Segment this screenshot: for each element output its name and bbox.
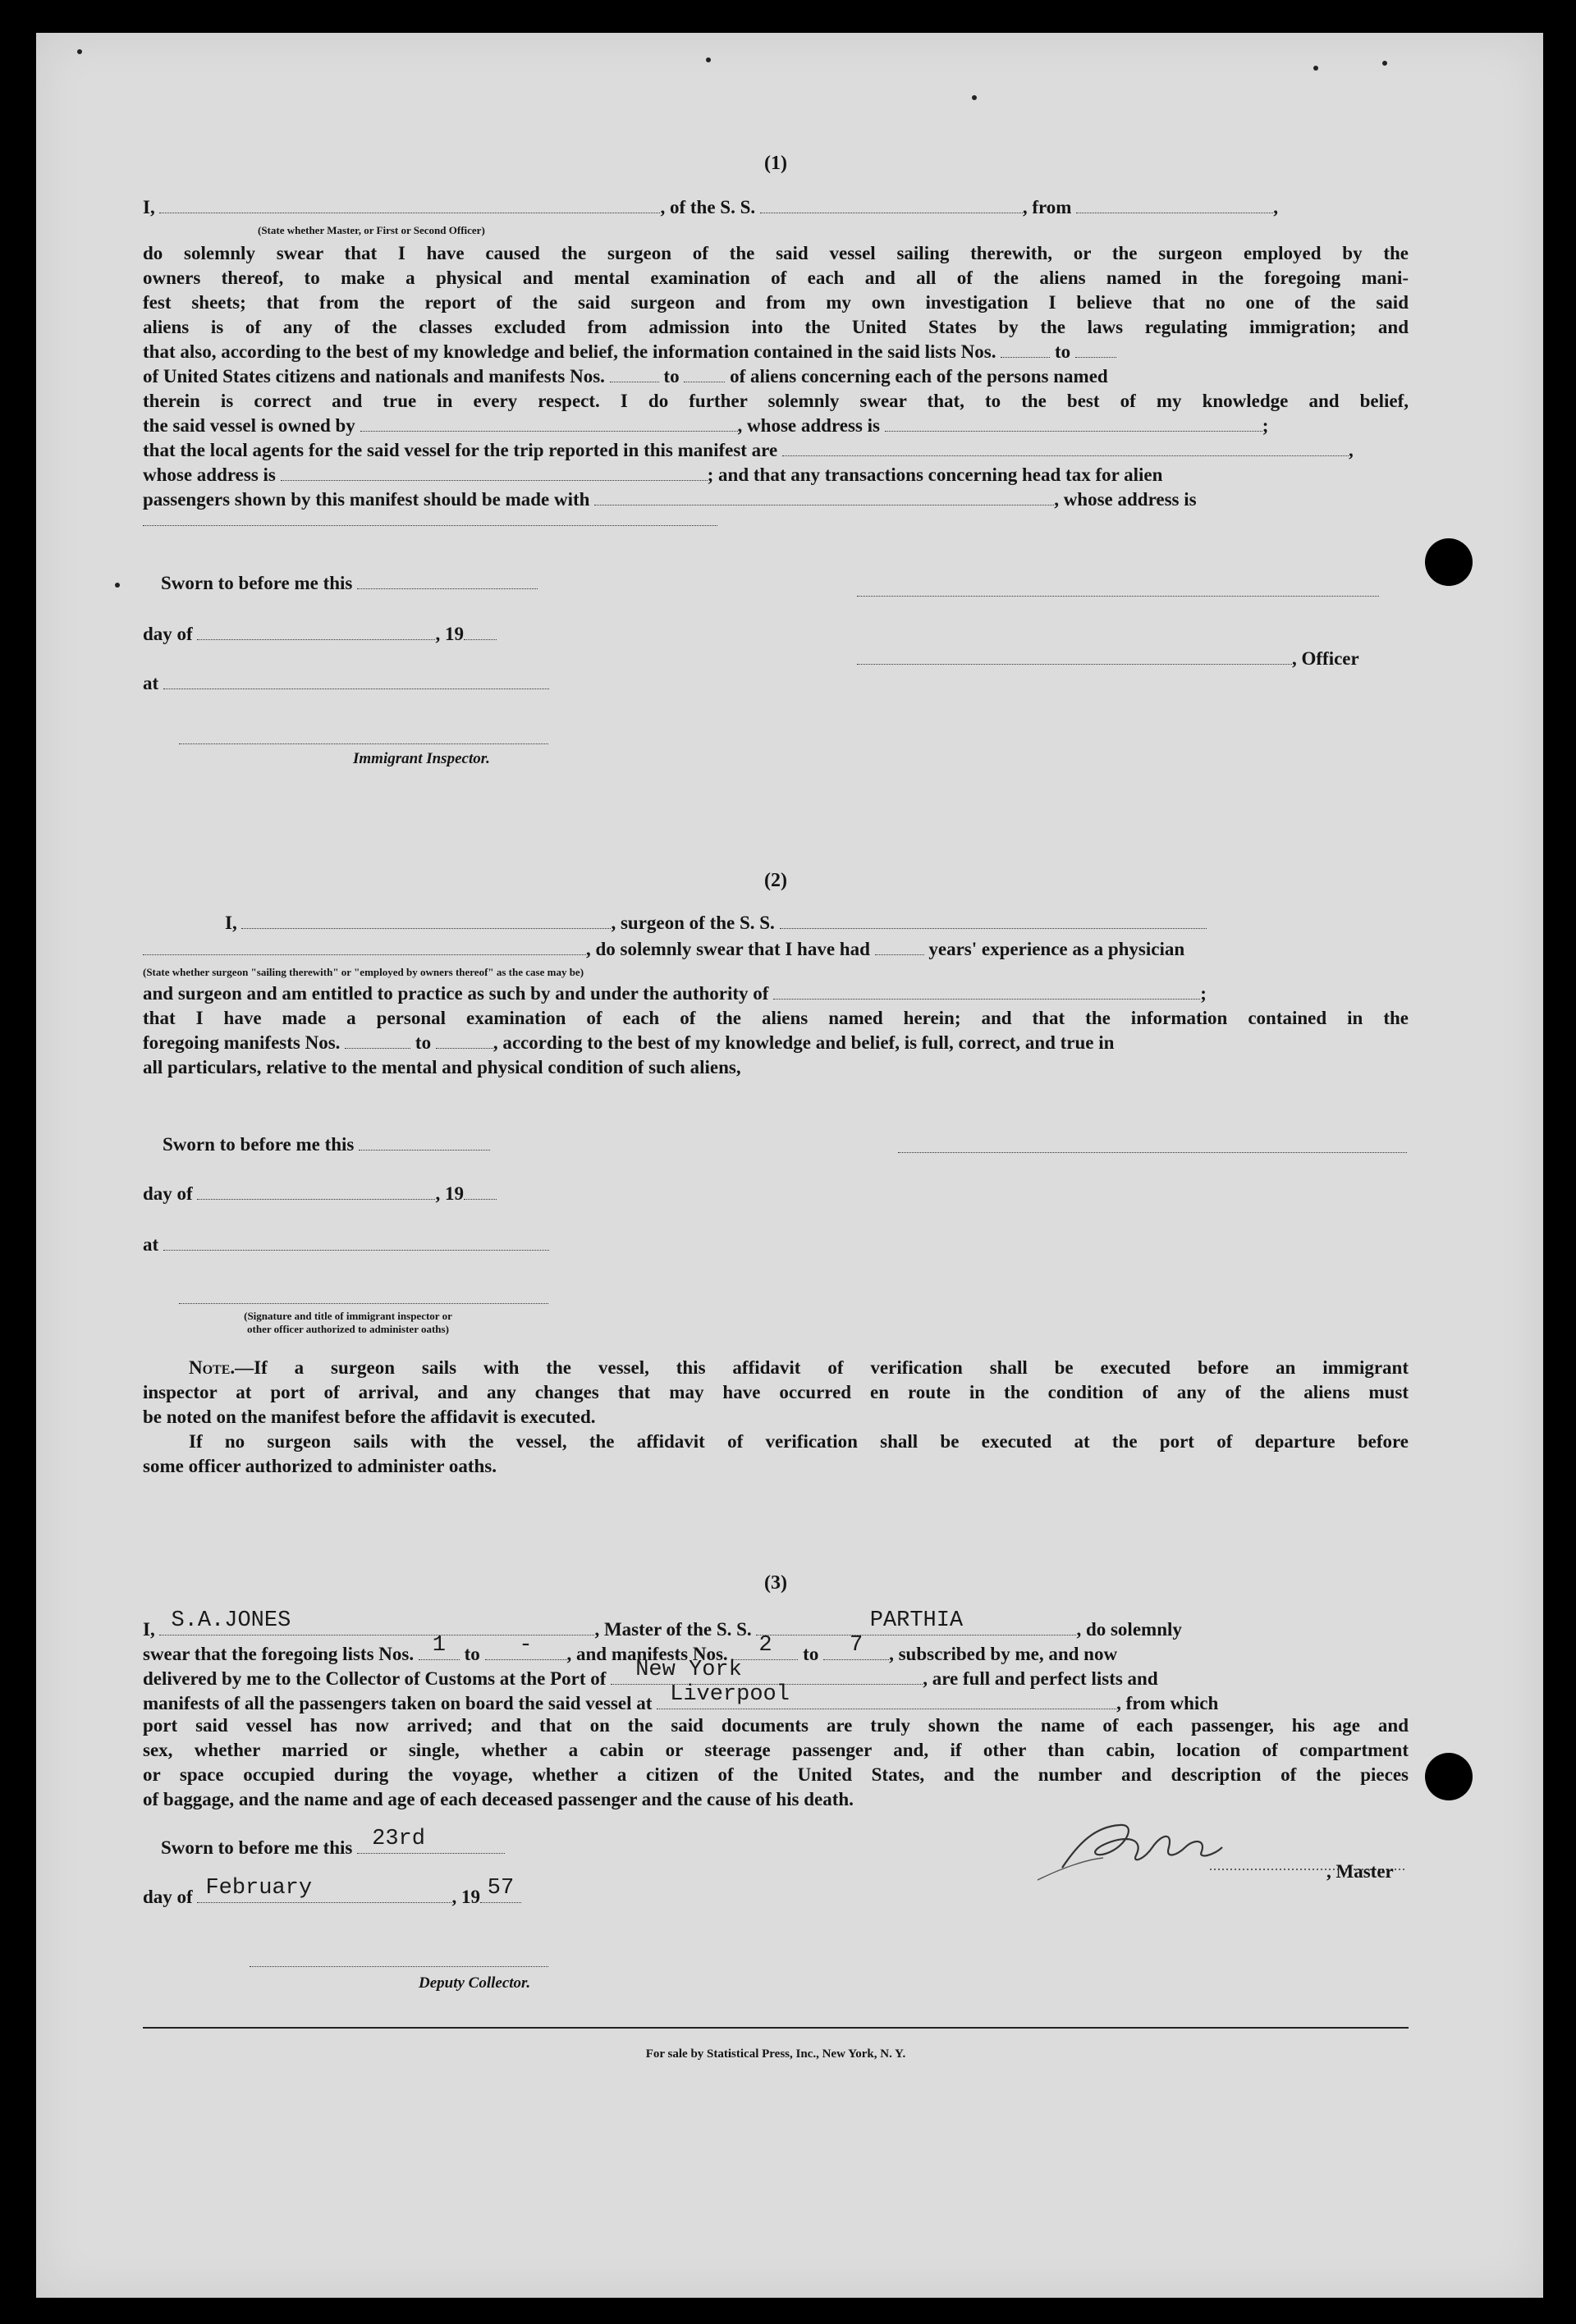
year-value: 57 [487, 1875, 515, 1901]
port-value: New York [635, 1657, 742, 1682]
day-of-line [143, 622, 497, 647]
sworn-line-3 [161, 1826, 505, 1861]
year-field[interactable] [464, 624, 497, 640]
master-caption: , Master [1326, 1861, 1394, 1882]
text: swear that the foregoing lists Nos. [143, 1644, 415, 1664]
officer-signature-line[interactable] [857, 596, 1379, 597]
text: , and manifests Nos. [566, 1644, 728, 1664]
section-3-line-4 [143, 1681, 1409, 1717]
vessel-name-value: PARTHIA [869, 1608, 964, 1633]
manifests-from-field-2[interactable] [345, 1033, 410, 1049]
officer-rank-field[interactable] [159, 198, 660, 213]
speck [972, 95, 977, 100]
oath-line: aliens is of any of the classes excluded from admission into the United States by the laws regulating immigration; and [143, 317, 1409, 337]
sworn-day-field[interactable] [357, 574, 538, 589]
officer-rank-note: (State whether Master, or First or Second Officer) [258, 224, 485, 236]
text: , do solemnly [1076, 1619, 1182, 1640]
text: to [464, 1644, 480, 1664]
oath-line [143, 487, 1409, 513]
section-3-line-5: port said vessel has now arrived; and that on the said documents are truly shown the name of each passenger, his age and [143, 1715, 1409, 1736]
text: , Master of the S. S. [594, 1619, 752, 1640]
speck [77, 49, 82, 54]
month-value: February [205, 1875, 313, 1901]
text: to [663, 366, 680, 387]
note-line: be noted on the manifest before the affidavit is executed. [143, 1407, 596, 1427]
text: at [143, 1234, 159, 1255]
manifests-to-field-2[interactable] [436, 1033, 493, 1049]
surgeon-name-field[interactable] [241, 913, 611, 929]
text: , whose address is [1054, 489, 1197, 510]
vessel-name-field[interactable] [760, 198, 1023, 213]
text: and surgeon and am entitled to practice as such by and under the authority of [143, 983, 769, 1004]
vessel-name-field-2[interactable] [780, 913, 1207, 929]
manifests-from-value: 2 [758, 1632, 772, 1658]
oath-line [143, 414, 1409, 439]
oath-line: owners thereof, to make a physical and mental examination of each and all of the aliens named in the foregoing mani- [143, 268, 1409, 288]
text: other officer authorized to administer oaths) [247, 1323, 449, 1335]
lists-from-field-3[interactable] [419, 1632, 460, 1660]
text: , surgeon of the S. S. [611, 913, 775, 933]
text: ; and that any transactions concerning head tax for alien [707, 464, 1163, 485]
surgeon-status-field[interactable] [143, 940, 586, 955]
head-tax-address-field[interactable] [143, 525, 717, 526]
sworn-day-value: 23rd [372, 1826, 425, 1851]
text: If no surgeon sails with the vessel, the affidavit of verification shall be executed at the port of departure before [189, 1431, 1409, 1452]
text: , from which [1116, 1693, 1219, 1713]
signature-title-note [184, 1310, 512, 1336]
text: manifests of all the passengers taken on board the said vessel at [143, 1693, 653, 1713]
local-agents-field[interactable] [782, 441, 1349, 456]
comma: , [1273, 197, 1278, 217]
text: that also, according to the best of my knowledge and belief, the information contained in the said lists Nos. [143, 341, 996, 362]
punch-hole [1425, 538, 1473, 586]
note-label: Note. [189, 1357, 236, 1378]
embarkation-port-field[interactable] [657, 1681, 1116, 1709]
section-1-line-1 [143, 195, 1409, 221]
section-2-number: (2) [764, 870, 787, 891]
oath-line [143, 340, 1409, 365]
master-name-value: S.A.JONES [171, 1608, 291, 1633]
manifests-to-field[interactable] [684, 367, 725, 382]
lists-from-value: 1 [432, 1632, 446, 1658]
text: whose address is [143, 464, 276, 485]
text: foregoing manifests Nos. [143, 1032, 341, 1053]
sworn-line-2 [163, 1132, 490, 1158]
section-2-line-2 [143, 937, 1409, 963]
text: ; [1200, 983, 1207, 1004]
note-line: some officer authorized to administer oaths. [143, 1456, 497, 1476]
note-line [143, 1356, 1409, 1381]
speck [115, 583, 120, 588]
text: passengers shown by this manifest should be made with [143, 489, 590, 510]
text: to [415, 1032, 432, 1053]
section-3-line-7: or space occupied during the voyage, whether a citizen of the United States, and the number and description of the pieces [143, 1764, 1409, 1785]
departure-port-field[interactable] [1076, 198, 1273, 213]
oath-line [143, 438, 1409, 464]
text-of-ss: , of the S. S. [660, 197, 756, 217]
officer-name-field[interactable] [857, 649, 1292, 665]
text-from: , from [1022, 197, 1072, 217]
inspector-signature-line-2[interactable] [179, 1303, 548, 1304]
surgeon-status-note: (State whether surgeon "sailing therewith" or "employed by owners thereof" as the case may be) [143, 966, 584, 978]
authority-field[interactable] [773, 984, 1200, 1000]
text: to [1055, 341, 1071, 362]
text: , are full and perfect lists and [923, 1668, 1158, 1689]
section-2-line-5 [143, 1031, 1409, 1056]
at-line [143, 671, 549, 697]
speck [1382, 61, 1387, 66]
surgeon-signature-line[interactable] [898, 1152, 1407, 1153]
collector-caption: Deputy Collector. [419, 1974, 531, 1992]
text: , Officer [1292, 648, 1359, 669]
month-field[interactable] [197, 624, 435, 640]
speck [706, 57, 711, 62]
inspector-caption: Immigrant Inspector. [353, 750, 490, 767]
punch-hole [1425, 1753, 1473, 1800]
collector-signature-line[interactable] [250, 1966, 548, 1967]
note-line: inspector at port of arrival, and any changes that may have occurred en route in the condition of any of the aliens must [143, 1382, 1409, 1402]
manifests-from-field[interactable] [610, 367, 659, 382]
text: of United States citizens and nationals and manifests Nos. [143, 366, 605, 387]
text: I, [143, 1619, 155, 1640]
day-of-line-3 [143, 1875, 521, 1910]
section-2-line-3 [143, 981, 1409, 1007]
text: to [803, 1644, 819, 1664]
year-field-2[interactable] [464, 1184, 497, 1200]
text: , according to the best of my knowledge and belief, is full, correct, and true in [492, 1032, 1115, 1053]
text: day of [143, 1183, 193, 1204]
text: of aliens concerning each of the persons named [730, 366, 1108, 387]
text: , whose address is [737, 415, 880, 436]
inspector-signature-line[interactable] [179, 743, 548, 744]
years-experience-field[interactable] [875, 940, 924, 955]
divider [143, 2027, 1409, 2029]
note-line [143, 1430, 1409, 1455]
sworn-day-field-2[interactable] [359, 1135, 490, 1151]
oath-line: do solemnly swear that I have caused the surgeon of the said vessel sailing therewith, or the surgeon employed by the [143, 243, 1409, 263]
sworn-day-field-3[interactable] [357, 1826, 505, 1854]
embarkation-port-value: Liverpool [670, 1681, 790, 1707]
text: , [1348, 440, 1354, 460]
vessel-name-field-3[interactable] [756, 1608, 1076, 1635]
section-3-line-6: sex, whether married or single, whether a cabin or steerage passenger and, if other than cabin, location of compartment [143, 1740, 1409, 1760]
sworn-line [161, 571, 538, 597]
officer-line [857, 647, 1359, 672]
text: Sworn to before me this [161, 1837, 353, 1858]
lists-to-field[interactable] [1075, 342, 1116, 358]
text: that the local agents for the said vessel for the trip reported in this manifest are [143, 440, 778, 460]
text: day of [143, 1887, 193, 1907]
day-of-line-2 [143, 1182, 497, 1207]
place-field[interactable] [163, 674, 549, 689]
speck [1313, 66, 1318, 71]
text: delivered by me to the Collector of Customs at the Port of [143, 1668, 607, 1689]
text: years' experience as a physician [928, 939, 1185, 959]
text: , 19 [435, 624, 464, 644]
text: at [143, 673, 159, 693]
text: (Signature and title of immigrant inspector or [244, 1310, 452, 1322]
agents-address-field[interactable] [281, 465, 708, 481]
text: , 19 [451, 1887, 480, 1907]
section-3-line-8: of baggage, and the name and age of each deceased passenger and the cause of his death. [143, 1789, 854, 1809]
text: , 19 [435, 1183, 464, 1204]
oath-line: therein is correct and true in every respect. I do further solemnly swear that, to the best of my knowledge and belief, [143, 391, 1409, 411]
section-2-line-4: that I have made a personal examination of each of the aliens named herein; and that the information contained in the [143, 1008, 1409, 1028]
text: Sworn to before me this [161, 573, 353, 593]
text: Sworn to before me this [163, 1134, 355, 1155]
oath-line [143, 463, 1409, 488]
oath-line [143, 364, 1409, 390]
owner-field[interactable] [360, 416, 738, 432]
manifest-page [36, 33, 1543, 2298]
section-2-line-1 [225, 911, 1207, 936]
section-2-line-6: all particulars, relative to the mental and physical condition of such aliens, [143, 1057, 741, 1077]
head-tax-party-field[interactable] [594, 490, 1054, 506]
text: I, [225, 913, 237, 933]
oath-line: fest sheets; that from the report of the said surgeon and from my own investigation I believe that no one of the said [143, 292, 1409, 313]
text: , do solemnly swear that I have had [586, 939, 870, 959]
text: day of [143, 624, 193, 644]
lists-from-field[interactable] [1001, 342, 1050, 358]
at-line-2 [143, 1233, 549, 1258]
year-field-3[interactable] [480, 1875, 521, 1903]
month-field-3[interactable] [197, 1875, 451, 1903]
text: the said vessel is owned by [143, 415, 355, 436]
month-field-2[interactable] [197, 1184, 435, 1200]
lists-to-field-3[interactable] [485, 1632, 567, 1660]
owner-address-field[interactable] [885, 416, 1262, 432]
text: ; [1262, 415, 1269, 436]
text: , subscribed by me, and now [889, 1644, 1118, 1664]
place-field-2[interactable] [163, 1235, 549, 1251]
text: —If a surgeon sails with the vessel, this affidavit of verification shall be executed before an immigrant [235, 1357, 1409, 1378]
manifests-to-value: 7 [849, 1632, 864, 1658]
section-1-number: (1) [764, 153, 787, 174]
lists-to-value: - [519, 1632, 533, 1658]
text-i: I, [143, 197, 155, 217]
section-3-number: (3) [764, 1572, 787, 1594]
printer-imprint: For sale by Statistical Press, Inc., New York, N. Y. [645, 2047, 906, 2061]
